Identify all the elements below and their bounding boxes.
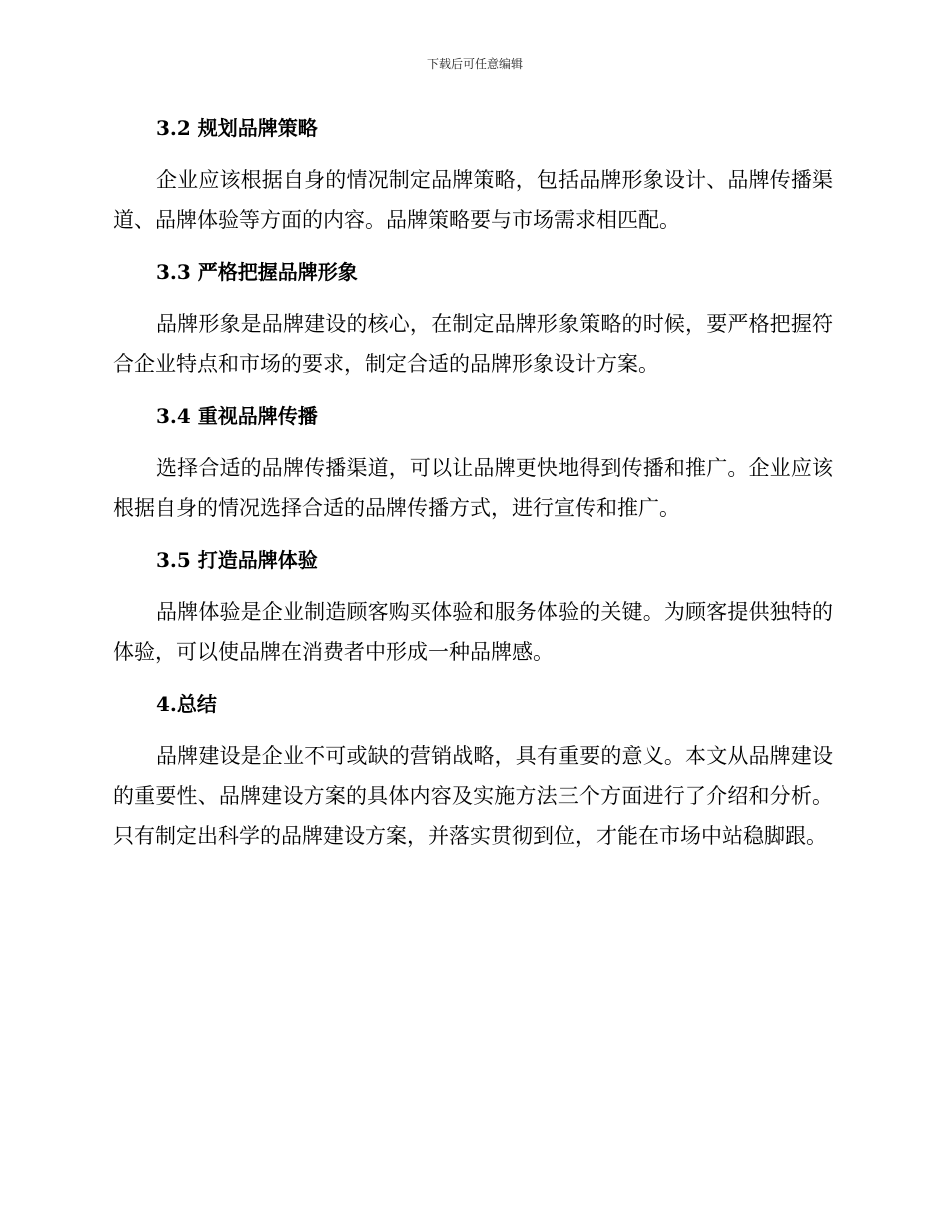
section-4-summary [113,684,833,856]
section-heading: 3.4 重视品牌传播 [156,404,318,428]
section-3-4 [113,396,833,528]
section-3-5 [113,540,833,672]
section-3-3 [113,252,833,384]
page-header: 下载后可任意编辑 [426,57,523,71]
document-body [113,108,833,868]
section-paragraph: 品牌形象是品牌建设的核心，在制定品牌形象策略的时候，要严格把握符合企业特点和市场的要求，制定合适的品牌形象设计方案。 [113,312,833,376]
section-heading: 3.2 规划品牌策略 [156,116,318,140]
section-3-2 [113,108,833,240]
section-heading: 4.总结 [156,692,217,716]
section-paragraph: 品牌体验是企业制造顾客购买体验和服务体验的关键。为顾客提供独特的体验，可以使品牌在消费者中形成一种品牌感。 [113,600,833,664]
section-heading: 3.5 打造品牌体验 [156,548,318,572]
section-paragraph: 企业应该根据自身的情况制定品牌策略，包括品牌形象设计、品牌传播渠道、品牌体验等方面的内容。品牌策略要与市场需求相匹配。 [113,168,833,232]
section-paragraph: 品牌建设是企业不可或缺的营销战略，具有重要的意义。本文从品牌建设的重要性、品牌建设方案的具体内容及实施方法三个方面进行了介绍和分析。只有制定出科学的品牌建设方案，并落实贯彻到位，才能在市场中站稳脚跟。 [113,744,833,848]
section-paragraph: 选择合适的品牌传播渠道，可以让品牌更快地得到传播和推广。企业应该根据自身的情况选择合适的品牌传播方式，进行宣传和推广。 [113,456,833,520]
section-heading: 3.3 严格把握品牌形象 [156,260,358,284]
